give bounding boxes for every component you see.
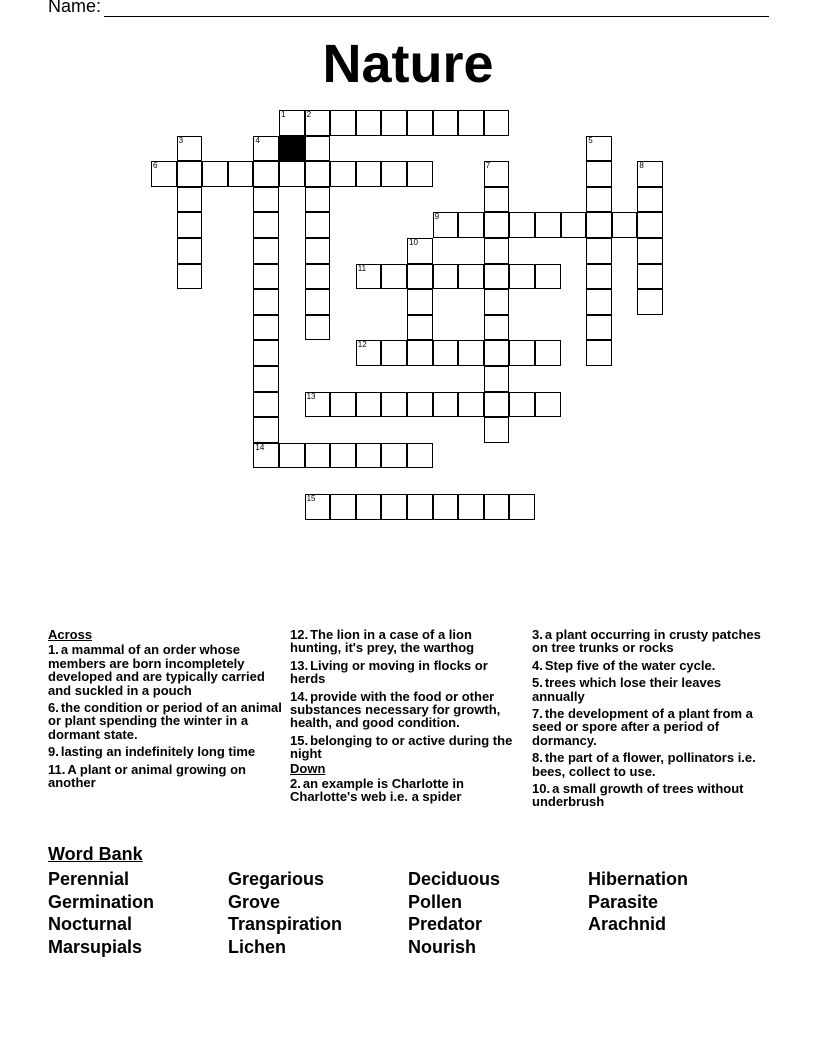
crossword-cell[interactable] (279, 443, 305, 469)
clue-down-2: 2. an example is Charlotte in Charlotte's web i.e. a spider (290, 776, 464, 805)
crossword-cell[interactable] (177, 136, 203, 162)
crossword-cell[interactable] (305, 136, 331, 162)
clue-down-3: 3. a plant occurring in crusty patches on tree trunks or rocks (532, 627, 761, 656)
crossword-cell[interactable] (407, 161, 433, 187)
crossword-cell[interactable] (484, 289, 510, 315)
crossword-cell[interactable] (484, 187, 510, 213)
crossword-cell[interactable] (356, 110, 382, 136)
crossword-cell[interactable] (253, 366, 279, 392)
crossword-cell[interactable] (253, 264, 279, 290)
crossword-cell[interactable] (253, 340, 279, 366)
crossword-cell[interactable] (356, 340, 382, 366)
crossword-cell[interactable] (253, 212, 279, 238)
crossword-cell[interactable] (381, 443, 407, 469)
word-bank-item: Arachnid (588, 914, 667, 934)
crossword-cell[interactable] (407, 238, 433, 264)
word-bank-item: Pollen (408, 891, 463, 912)
crossword-cell[interactable] (433, 264, 459, 290)
crossword-cell[interactable] (381, 110, 407, 136)
crossword-cell[interactable] (484, 264, 510, 290)
clue-down-4: 4. Step five of the water cycle. (532, 657, 716, 673)
crossword-cell[interactable] (407, 264, 433, 290)
crossword-cell[interactable] (228, 161, 254, 187)
crossword-cell[interactable] (637, 161, 663, 187)
crossword-cell[interactable] (484, 366, 510, 392)
crossword-cell[interactable] (253, 238, 279, 264)
crossword-cell[interactable] (330, 392, 356, 418)
word-bank-item: Hibernation (588, 869, 689, 889)
crossword-cell[interactable] (586, 238, 612, 264)
crossword-cell[interactable] (637, 264, 663, 290)
crossword-cell[interactable] (305, 443, 331, 469)
crossword-cell[interactable] (612, 212, 638, 238)
clues-column-1 (48, 628, 284, 793)
crossword-cell[interactable] (433, 110, 459, 136)
name-label: Name: (48, 0, 102, 16)
clue-across-12: 12. The lion in a case of a lion hunting, it's prey, the warthog (290, 627, 475, 656)
crossword-cell[interactable] (253, 392, 279, 418)
word-bank-item: Predator (408, 914, 483, 934)
word-bank-item: Deciduous (408, 869, 501, 889)
clue-number: 12 (357, 340, 367, 350)
clue-number: 10 (409, 238, 418, 247)
crossword-cell[interactable] (637, 289, 663, 315)
crossword-cell[interactable] (381, 340, 407, 366)
crossword-cell[interactable] (586, 315, 612, 341)
down-heading: Down (290, 760, 326, 776)
word-bank-item: Parasite (588, 891, 659, 912)
crossword-cell[interactable] (305, 110, 331, 136)
page-title: Nature (322, 34, 494, 94)
crossword-cell[interactable] (586, 187, 612, 213)
crossword-cell[interactable] (458, 212, 484, 238)
crossword-cell[interactable] (279, 110, 305, 136)
crossword-cell[interactable] (253, 289, 279, 315)
crossword-cell[interactable] (381, 264, 407, 290)
crossword-cell[interactable] (202, 161, 228, 187)
crossword-cell[interactable] (535, 392, 561, 418)
crossword-cell[interactable] (484, 494, 510, 520)
crossword-cell[interactable] (458, 392, 484, 418)
crossword-cell[interactable] (305, 494, 331, 520)
crossword-cell[interactable] (305, 315, 331, 341)
crossword-cell[interactable] (381, 161, 407, 187)
crossword-cell[interactable] (356, 494, 382, 520)
clue-number: 9 (434, 212, 440, 222)
clue-number: 4 (255, 135, 260, 145)
crossword-cell[interactable] (356, 443, 382, 469)
clue-across-11: 11. A plant or animal growing on another (48, 761, 246, 791)
crossword-cell[interactable] (356, 392, 382, 418)
crossword-cell[interactable] (253, 136, 279, 162)
clue-number: 7 (485, 161, 491, 171)
word-bank-item: Nourish (408, 936, 477, 957)
crossword-cell[interactable] (279, 161, 305, 187)
crossword-cell[interactable] (535, 212, 561, 238)
crossword-cell[interactable] (586, 136, 612, 162)
crossword-cell[interactable] (381, 494, 407, 520)
crossword-cell[interactable] (177, 187, 203, 213)
crossword-cell[interactable] (535, 264, 561, 290)
crossword-cell[interactable] (509, 392, 535, 418)
clue-number: 15 (306, 494, 316, 503)
crossword-cell[interactable] (433, 340, 459, 366)
clues-column-2 (290, 628, 526, 808)
crossword-cell[interactable] (407, 443, 433, 469)
crossword-cell[interactable] (407, 315, 433, 341)
crossword-cell[interactable] (407, 340, 433, 366)
crossword-cell[interactable] (484, 315, 510, 341)
crossword-cell[interactable] (253, 161, 279, 187)
clue-number: 14 (255, 442, 265, 452)
clue-number: 11 (357, 263, 367, 273)
across-heading: Across (48, 627, 93, 642)
word-bank-item: Marsupials (48, 936, 143, 957)
crossword-cell[interactable] (305, 264, 331, 290)
crossword-cell[interactable] (253, 187, 279, 213)
word-bank-item: Germination (48, 891, 155, 912)
clue-across-15: 15. belonging to or active during the night (290, 732, 513, 762)
clue-down-10: 10. a small growth of trees without underbrush (532, 781, 744, 810)
crossword-cell[interactable] (177, 264, 203, 290)
crossword-cell[interactable] (407, 110, 433, 136)
crossword-cell[interactable] (177, 161, 203, 187)
crossword-cell[interactable] (509, 212, 535, 238)
clue-number: 1 (281, 110, 286, 119)
crossword-cell[interactable] (407, 392, 433, 418)
crossword-cell[interactable] (586, 340, 612, 366)
clue-number: 2 (306, 110, 312, 119)
crossword-cell[interactable] (586, 289, 612, 315)
crossword-cell[interactable] (484, 238, 510, 264)
crossword-cell[interactable] (484, 340, 510, 366)
crossword-cell[interactable] (253, 443, 279, 469)
clue-number: 3 (178, 135, 184, 145)
crossword-cell[interactable] (177, 238, 203, 264)
crossword-cell[interactable] (458, 494, 484, 520)
crossword-cell[interactable] (177, 212, 203, 238)
crossword-cell[interactable] (637, 238, 663, 264)
crossword-cell[interactable] (433, 212, 459, 238)
crossword-cell[interactable] (484, 212, 510, 238)
crossword-cell[interactable] (458, 340, 484, 366)
clues-column-3 (532, 628, 772, 813)
crossword-cell[interactable] (484, 392, 510, 418)
crossword-cell[interactable] (305, 392, 331, 418)
crossword-cell[interactable] (407, 494, 433, 520)
crossword-cell[interactable] (509, 494, 535, 520)
word-bank-item: Gregarious (228, 869, 325, 889)
crossword-cell[interactable] (637, 212, 663, 238)
clue-down-7: 7. the development of a plant from a seed or spore after a period of dormancy. (532, 706, 753, 748)
crossword-cell[interactable] (637, 187, 663, 213)
crossword-cell[interactable] (330, 161, 356, 187)
crossword-cell[interactable] (151, 161, 177, 187)
crossword-cell[interactable] (381, 392, 407, 418)
crossword-cell[interactable] (330, 110, 356, 136)
crossword-cell[interactable] (586, 264, 612, 290)
crossword-cell[interactable] (330, 443, 356, 469)
crossword-cell[interactable] (535, 340, 561, 366)
crossword-cell[interactable] (305, 289, 331, 315)
crossword-cell[interactable] (458, 264, 484, 290)
crossword-cell[interactable] (305, 212, 331, 238)
crossword-cell[interactable] (305, 187, 331, 213)
crossword-cell[interactable] (356, 264, 382, 290)
crossword-cell[interactable] (253, 417, 279, 443)
clue-across-1: 1. a mammal of an order whose members are born incompletely developed and are typically carried and suckled in a pouch (48, 642, 265, 698)
crossword-cell[interactable] (253, 315, 279, 341)
crossword-cell[interactable] (433, 494, 459, 520)
word-bank (48, 868, 788, 958)
crossword-cell[interactable] (458, 110, 484, 136)
word-bank-item: Perennial (48, 869, 130, 889)
crossword-cell[interactable] (484, 417, 510, 443)
crossword-cell[interactable] (484, 161, 510, 187)
clue-down-5: 5. trees which lose their leaves annually (532, 675, 722, 704)
crossword-cell[interactable] (356, 161, 382, 187)
word-bank-item: Transpiration (228, 914, 343, 934)
crossword-cell[interactable] (509, 264, 535, 290)
crossword-cell[interactable] (586, 212, 612, 238)
crossword-cell[interactable] (561, 212, 587, 238)
crossword-cell[interactable] (509, 340, 535, 366)
crossword-cell[interactable] (305, 161, 331, 187)
crossword-cell[interactable] (305, 238, 331, 264)
crossword-cell[interactable] (586, 161, 612, 187)
clue-across-6: 6. the condition or period of an animal or plant spending the winter in a dormant state. (48, 700, 282, 742)
word-bank-item: Grove (228, 891, 281, 912)
clue-number: 13 (306, 391, 316, 401)
word-bank-item: Lichen (228, 936, 287, 957)
clue-number: 8 (639, 161, 644, 171)
crossword-cell[interactable] (330, 494, 356, 520)
clue-across-14: 14. provide with the food or other substances necessary for growth, health, and good condition. (290, 688, 501, 731)
clue-down-8: 8. the part of a flower, pollinators i.e. bees, collect to use. (532, 750, 756, 779)
crossword-block-cell (279, 136, 305, 162)
clue-number: 6 (153, 161, 158, 171)
crossword-cell[interactable] (407, 289, 433, 315)
word-bank-item: Nocturnal (48, 914, 133, 934)
crossword-cell[interactable] (484, 110, 510, 136)
clue-across-13: 13. Living or moving in flocks or herds (290, 657, 488, 687)
crossword-cell[interactable] (433, 392, 459, 418)
clue-across-9: 9. lasting an indefinitely long time (48, 744, 256, 760)
word-bank-title: Word Bank (48, 844, 143, 864)
clue-number: 5 (588, 135, 593, 145)
